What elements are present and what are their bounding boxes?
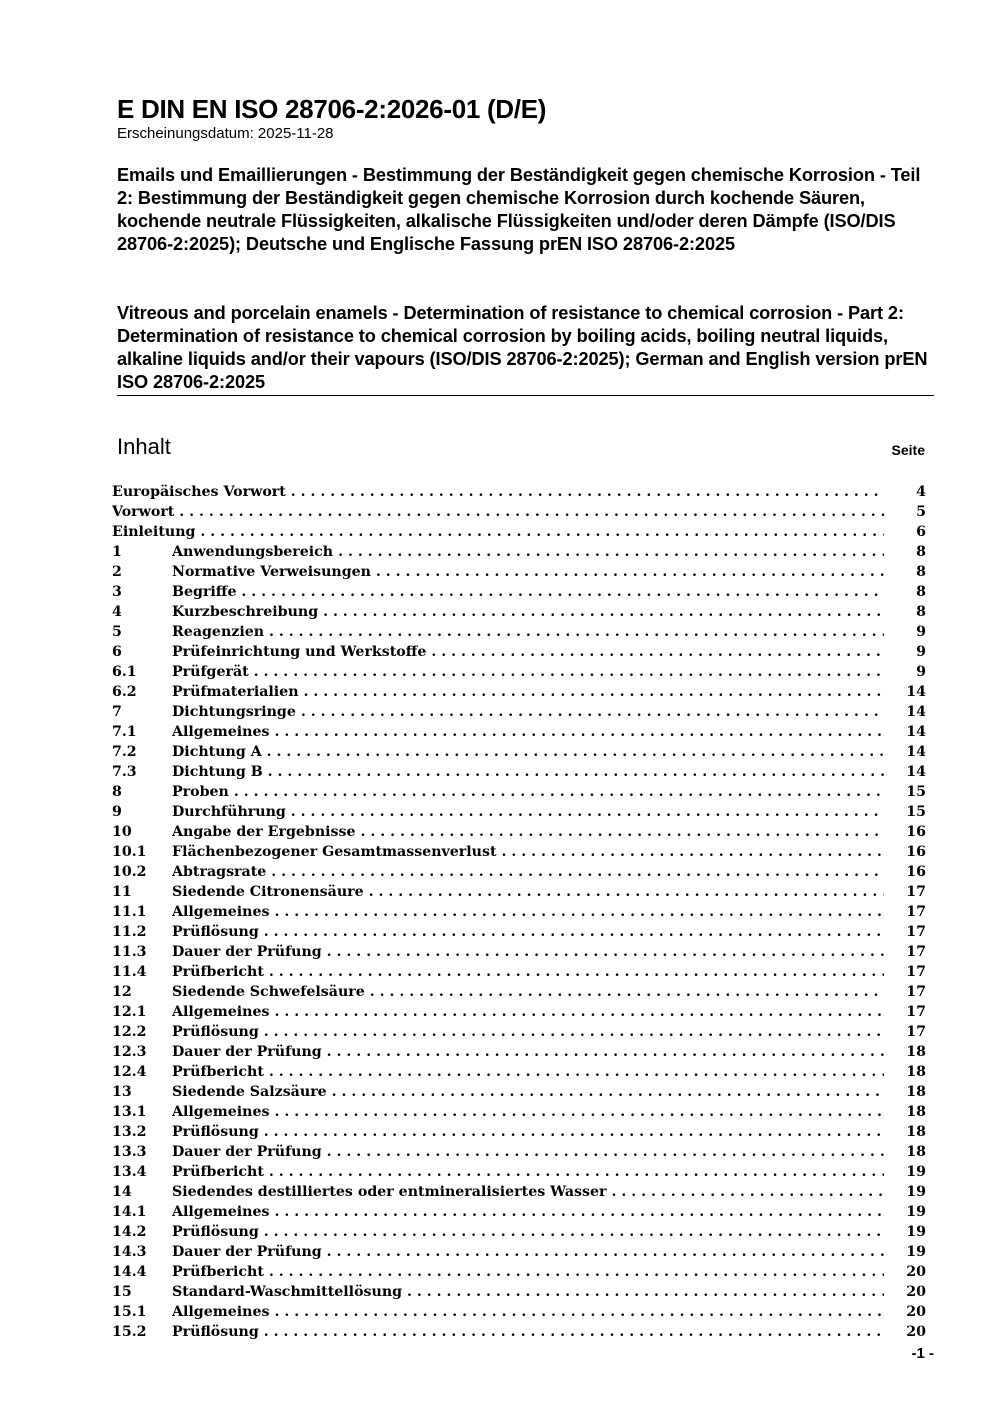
title-german: Emails und Emaillierungen - Bestimmung der Beständigkeit gegen chemische Korrosion - Teil 2: Bestimmung der Beständigkeit gegen chemische Korrosion durch kochende Säuren, kochende neutrale Flüssigkeiten, alkalische Flüssigkeiten und/oder deren Dämpfe (ISO/DIS 28706-2:2025); Deutsche und Englische Fassung prEN ISO 28706-2:2025 bbox=[117, 165, 921, 254]
toc-entry-label: Allgemeines . . . bbox=[172, 1002, 884, 1022]
toc-entry-page: 6 bbox=[916, 524, 926, 540]
toc-entry-number: 6.1 bbox=[112, 664, 137, 680]
toc-entry-page: 8 bbox=[916, 564, 926, 580]
toc-entry[interactable] bbox=[112, 482, 926, 502]
toc-entry-label: Flächenbezogener Gesamtmassenverlust . . . bbox=[172, 842, 884, 862]
toc-entry[interactable] bbox=[112, 1242, 926, 1262]
toc-entry[interactable] bbox=[112, 762, 926, 782]
toc-entry-page: 15 bbox=[906, 784, 926, 800]
toc-entry-number: 6 bbox=[112, 644, 122, 660]
toc-entry-page: 19 bbox=[906, 1164, 926, 1180]
toc-entry-page: 18 bbox=[906, 1084, 926, 1100]
toc-entry[interactable] bbox=[112, 1042, 926, 1062]
toc-entry-label: Normative Verweisungen . . . bbox=[172, 562, 884, 582]
toc-entry[interactable] bbox=[112, 562, 926, 582]
toc-entry[interactable] bbox=[112, 842, 926, 862]
toc-entry-label: Prüfmaterialien . . . bbox=[172, 682, 884, 702]
toc-entry-page: 20 bbox=[906, 1304, 926, 1320]
toc-entry-page: 18 bbox=[906, 1124, 926, 1140]
title-english: Vitreous and porcelain enamels - Determination of resistance to chemical corrosion - Part 2: Determination of resistance to chemical corrosion by boiling acids, boiling neutral liquids, alkaline liquids and/or their vapours (ISO/DIS 28706-2:2025); German and English version prEN ISO 28706-2:2025 bbox=[117, 303, 928, 392]
toc-entry-number: 14.1 bbox=[112, 1204, 147, 1220]
toc-entry-number: 10 bbox=[112, 824, 132, 840]
toc-entry-label: Einleitung . . . bbox=[112, 522, 884, 542]
toc-entry-number: 3 bbox=[112, 584, 122, 600]
toc-entry-page: 17 bbox=[906, 944, 926, 960]
toc-entry-number: 13.1 bbox=[112, 1104, 147, 1120]
toc-entry-label: Prüfbericht . . . bbox=[172, 1062, 884, 1082]
toc-entry[interactable] bbox=[112, 1102, 926, 1122]
toc-entry-label: Allgemeines . . . bbox=[172, 1102, 884, 1122]
toc-entry[interactable] bbox=[112, 582, 926, 602]
toc-entry-number: 14.4 bbox=[112, 1264, 147, 1280]
toc-entry-page: 19 bbox=[906, 1184, 926, 1200]
toc-entry-page: 15 bbox=[906, 804, 926, 820]
toc-entry-number: 11 bbox=[112, 884, 132, 900]
toc-entry[interactable] bbox=[112, 1182, 926, 1202]
toc-entry-number: 15.1 bbox=[112, 1304, 147, 1320]
toc-entry[interactable] bbox=[112, 742, 926, 762]
toc-entry-label: Siedende Citronensäure . . . bbox=[172, 882, 884, 902]
toc-entry-number: 12.4 bbox=[112, 1064, 147, 1080]
toc-entry[interactable] bbox=[112, 942, 926, 962]
toc-entry-label: Durchführung . . . bbox=[172, 802, 884, 822]
toc-entry-page: 8 bbox=[916, 544, 926, 560]
toc-entry[interactable] bbox=[112, 522, 926, 542]
toc-entry-number: 12.2 bbox=[112, 1024, 147, 1040]
toc-entry-label: Allgemeines . . . bbox=[172, 1202, 884, 1222]
toc-entry[interactable] bbox=[112, 662, 926, 682]
toc-entry-number: 14.3 bbox=[112, 1244, 147, 1260]
toc-entry-page: 17 bbox=[906, 884, 926, 900]
toc-entry[interactable] bbox=[112, 702, 926, 722]
toc-entry-label: Dauer der Prüfung . . . bbox=[172, 1042, 884, 1062]
toc-entry-number: 9 bbox=[112, 804, 122, 820]
toc-entry-page: 5 bbox=[916, 504, 926, 520]
toc-entry-number: 12 bbox=[112, 984, 132, 1000]
toc-entry-page: 14 bbox=[906, 724, 926, 740]
toc-entry-page: 9 bbox=[916, 624, 926, 640]
title-divider bbox=[117, 395, 934, 396]
toc-page-label: Seite bbox=[891, 442, 925, 458]
toc-entry-label: Dauer der Prüfung . . . bbox=[172, 1242, 884, 1262]
toc-entry-number: 11.3 bbox=[112, 944, 147, 960]
toc-entry-label: Dichtung A . . . bbox=[172, 742, 884, 762]
toc-entry-number: 11.1 bbox=[112, 904, 147, 920]
toc-entry-number: 12.1 bbox=[112, 1004, 147, 1020]
toc-entry-number: 7.1 bbox=[112, 724, 137, 740]
toc-entry-number: 15.2 bbox=[112, 1324, 147, 1340]
toc-entry[interactable] bbox=[112, 1122, 926, 1142]
toc-entry[interactable] bbox=[112, 882, 926, 902]
toc-entry-label: Dichtungsringe . . . bbox=[172, 702, 884, 722]
toc-entry[interactable] bbox=[112, 602, 926, 622]
toc-entry[interactable] bbox=[112, 1002, 926, 1022]
toc-entry-page: 20 bbox=[906, 1264, 926, 1280]
toc-entry-number: 11.4 bbox=[112, 964, 147, 980]
toc-entry-label: Standard-Waschmittellösung . . . bbox=[172, 1282, 884, 1302]
toc-entry-number: 13.4 bbox=[112, 1164, 147, 1180]
toc-entry-number: 1 bbox=[112, 544, 122, 560]
toc-entry-label: Angabe der Ergebnisse . . . bbox=[172, 822, 884, 842]
toc-entry-label: Siedende Schwefelsäure . . . bbox=[172, 982, 884, 1002]
toc-entry-label: Dauer der Prüfung . . . bbox=[172, 942, 884, 962]
toc-entry-page: 18 bbox=[906, 1104, 926, 1120]
toc-entry-label: Anwendungsbereich . . . bbox=[172, 542, 884, 562]
toc-entry-number: 7.2 bbox=[112, 744, 137, 760]
toc-entry-page: 16 bbox=[906, 864, 926, 880]
toc-entry-number: 6.2 bbox=[112, 684, 137, 700]
publication-date: Erscheinungsdatum: 2025-11-28 bbox=[117, 125, 334, 142]
toc-entry-page: 8 bbox=[916, 584, 926, 600]
toc-entry-number: 5 bbox=[112, 624, 122, 640]
toc-entry-page: 18 bbox=[906, 1044, 926, 1060]
toc-entry-label: Prüfbericht . . . bbox=[172, 1162, 884, 1182]
toc-entry[interactable] bbox=[112, 1222, 926, 1242]
toc-entry-page: 18 bbox=[906, 1064, 926, 1080]
toc-entry-number: 7.3 bbox=[112, 764, 137, 780]
toc-entry-page: 16 bbox=[906, 844, 926, 860]
toc-entry-number: 13.3 bbox=[112, 1144, 147, 1160]
toc-entry-page: 18 bbox=[906, 1144, 926, 1160]
toc-entry-page: 17 bbox=[906, 964, 926, 980]
toc-entry[interactable] bbox=[112, 782, 926, 802]
toc-entry-label: Europäisches Vorwort . . . bbox=[112, 482, 884, 502]
toc-entry[interactable] bbox=[112, 682, 926, 702]
toc-entry[interactable] bbox=[112, 1022, 926, 1042]
toc-entry-label: Prüfgerät . . . bbox=[172, 662, 884, 682]
toc-entry-page: 14 bbox=[906, 764, 926, 780]
toc-entry[interactable] bbox=[112, 1162, 926, 1182]
toc-entry-page: 17 bbox=[906, 1004, 926, 1020]
toc-entry-number: 12.3 bbox=[112, 1044, 147, 1060]
toc-entry-label: Dauer der Prüfung . . . bbox=[172, 1142, 884, 1162]
toc-entry-number: 13 bbox=[112, 1084, 132, 1100]
toc-entry-label: Proben . . . bbox=[172, 782, 884, 802]
toc-entry-page: 17 bbox=[906, 1024, 926, 1040]
toc-entry-number: 15 bbox=[112, 1284, 132, 1300]
toc-entry-label: Siedende Salzsäure . . . bbox=[172, 1082, 884, 1102]
toc-entry-page: 19 bbox=[906, 1244, 926, 1260]
toc-entry[interactable] bbox=[112, 922, 926, 942]
toc-entry[interactable] bbox=[112, 962, 926, 982]
toc-entry-page: 4 bbox=[916, 484, 926, 500]
toc-entry[interactable] bbox=[112, 802, 926, 822]
toc-entry[interactable] bbox=[112, 1322, 926, 1342]
toc-entry-label: Prüflösung . . . bbox=[172, 1222, 884, 1242]
toc-entry[interactable] bbox=[112, 622, 926, 642]
toc-entry-number: 8 bbox=[112, 784, 122, 800]
toc-entry-page: 14 bbox=[906, 744, 926, 760]
toc-entry-page: 8 bbox=[916, 604, 926, 620]
toc-entry[interactable] bbox=[112, 862, 926, 882]
toc-entry[interactable] bbox=[112, 1082, 926, 1102]
toc-heading: Inhalt bbox=[117, 434, 171, 459]
toc-entry-label: Prüfeinrichtung und Werkstoffe . . . bbox=[172, 642, 884, 662]
toc-entry-number: 10.1 bbox=[112, 844, 147, 860]
toc-entry-label: Prüfbericht . . . bbox=[172, 962, 884, 982]
toc-entry-page: 17 bbox=[906, 984, 926, 1000]
toc-entry-label: Dichtung B . . . bbox=[172, 762, 884, 782]
document-id: E DIN EN ISO 28706-2:2026-01 (D/E) bbox=[117, 94, 547, 124]
toc-entry-page: 19 bbox=[906, 1224, 926, 1240]
toc-entry-page: 9 bbox=[916, 664, 926, 680]
table-of-contents bbox=[112, 482, 926, 1342]
toc-entry-number: 13.2 bbox=[112, 1124, 147, 1140]
toc-entry-number: 14 bbox=[112, 1184, 132, 1200]
toc-entry-label: Kurzbeschreibung . . . bbox=[172, 602, 884, 622]
toc-entry-label: Allgemeines . . . bbox=[172, 1302, 884, 1322]
page-number: -1 - bbox=[911, 1345, 934, 1362]
toc-entry[interactable] bbox=[112, 1302, 926, 1322]
toc-entry-page: 20 bbox=[906, 1284, 926, 1300]
toc-entry-label: Siedendes destilliertes oder entmineralisiertes Wasser . . . bbox=[172, 1182, 884, 1202]
toc-entry[interactable] bbox=[112, 642, 926, 662]
toc-entry[interactable] bbox=[112, 902, 926, 922]
toc-entry-label: Prüflösung . . . bbox=[172, 1122, 884, 1142]
toc-entry[interactable] bbox=[112, 1262, 926, 1282]
toc-entry-page: 17 bbox=[906, 904, 926, 920]
toc-entry[interactable] bbox=[112, 1282, 926, 1302]
toc-entry-label: Prüfbericht . . . bbox=[172, 1262, 884, 1282]
toc-entry-label: Prüflösung . . . bbox=[172, 1322, 884, 1342]
toc-entry-page: 20 bbox=[906, 1324, 926, 1340]
toc-entry-label: Prüflösung . . . bbox=[172, 1022, 884, 1042]
toc-entry[interactable] bbox=[112, 822, 926, 842]
toc-entry[interactable] bbox=[112, 1202, 926, 1222]
toc-entry[interactable] bbox=[112, 1142, 926, 1162]
toc-entry-number: 10.2 bbox=[112, 864, 147, 880]
toc-entry-label: Prüflösung . . . bbox=[172, 922, 884, 942]
toc-entry-label: Allgemeines . . . bbox=[172, 902, 884, 922]
toc-entry[interactable] bbox=[112, 1062, 926, 1082]
toc-entry-number: 2 bbox=[112, 564, 122, 580]
toc-entry[interactable] bbox=[112, 722, 926, 742]
toc-entry-number: 7 bbox=[112, 704, 122, 720]
toc-entry-page: 14 bbox=[906, 684, 926, 700]
toc-entry-page: 17 bbox=[906, 924, 926, 940]
toc-entry-number: 14.2 bbox=[112, 1224, 147, 1240]
toc-entry-page: 9 bbox=[916, 644, 926, 660]
toc-entry-label: Abtragsrate . . . bbox=[172, 862, 884, 882]
toc-entry-page: 19 bbox=[906, 1204, 926, 1220]
toc-entry-label: Allgemeines . . . bbox=[172, 722, 884, 742]
toc-entry-label: Reagenzien . . . bbox=[172, 622, 884, 642]
toc-entry[interactable] bbox=[112, 982, 926, 1002]
toc-entry-page: 14 bbox=[906, 704, 926, 720]
toc-entry[interactable] bbox=[112, 542, 926, 562]
toc-entry-label: Vorwort . . . bbox=[112, 502, 884, 522]
toc-entry-number: 4 bbox=[112, 604, 122, 620]
toc-entry[interactable] bbox=[112, 502, 926, 522]
toc-entry-label: Begriffe . . . bbox=[172, 582, 884, 602]
toc-entry-page: 16 bbox=[906, 824, 926, 840]
toc-entry-number: 11.2 bbox=[112, 924, 147, 940]
